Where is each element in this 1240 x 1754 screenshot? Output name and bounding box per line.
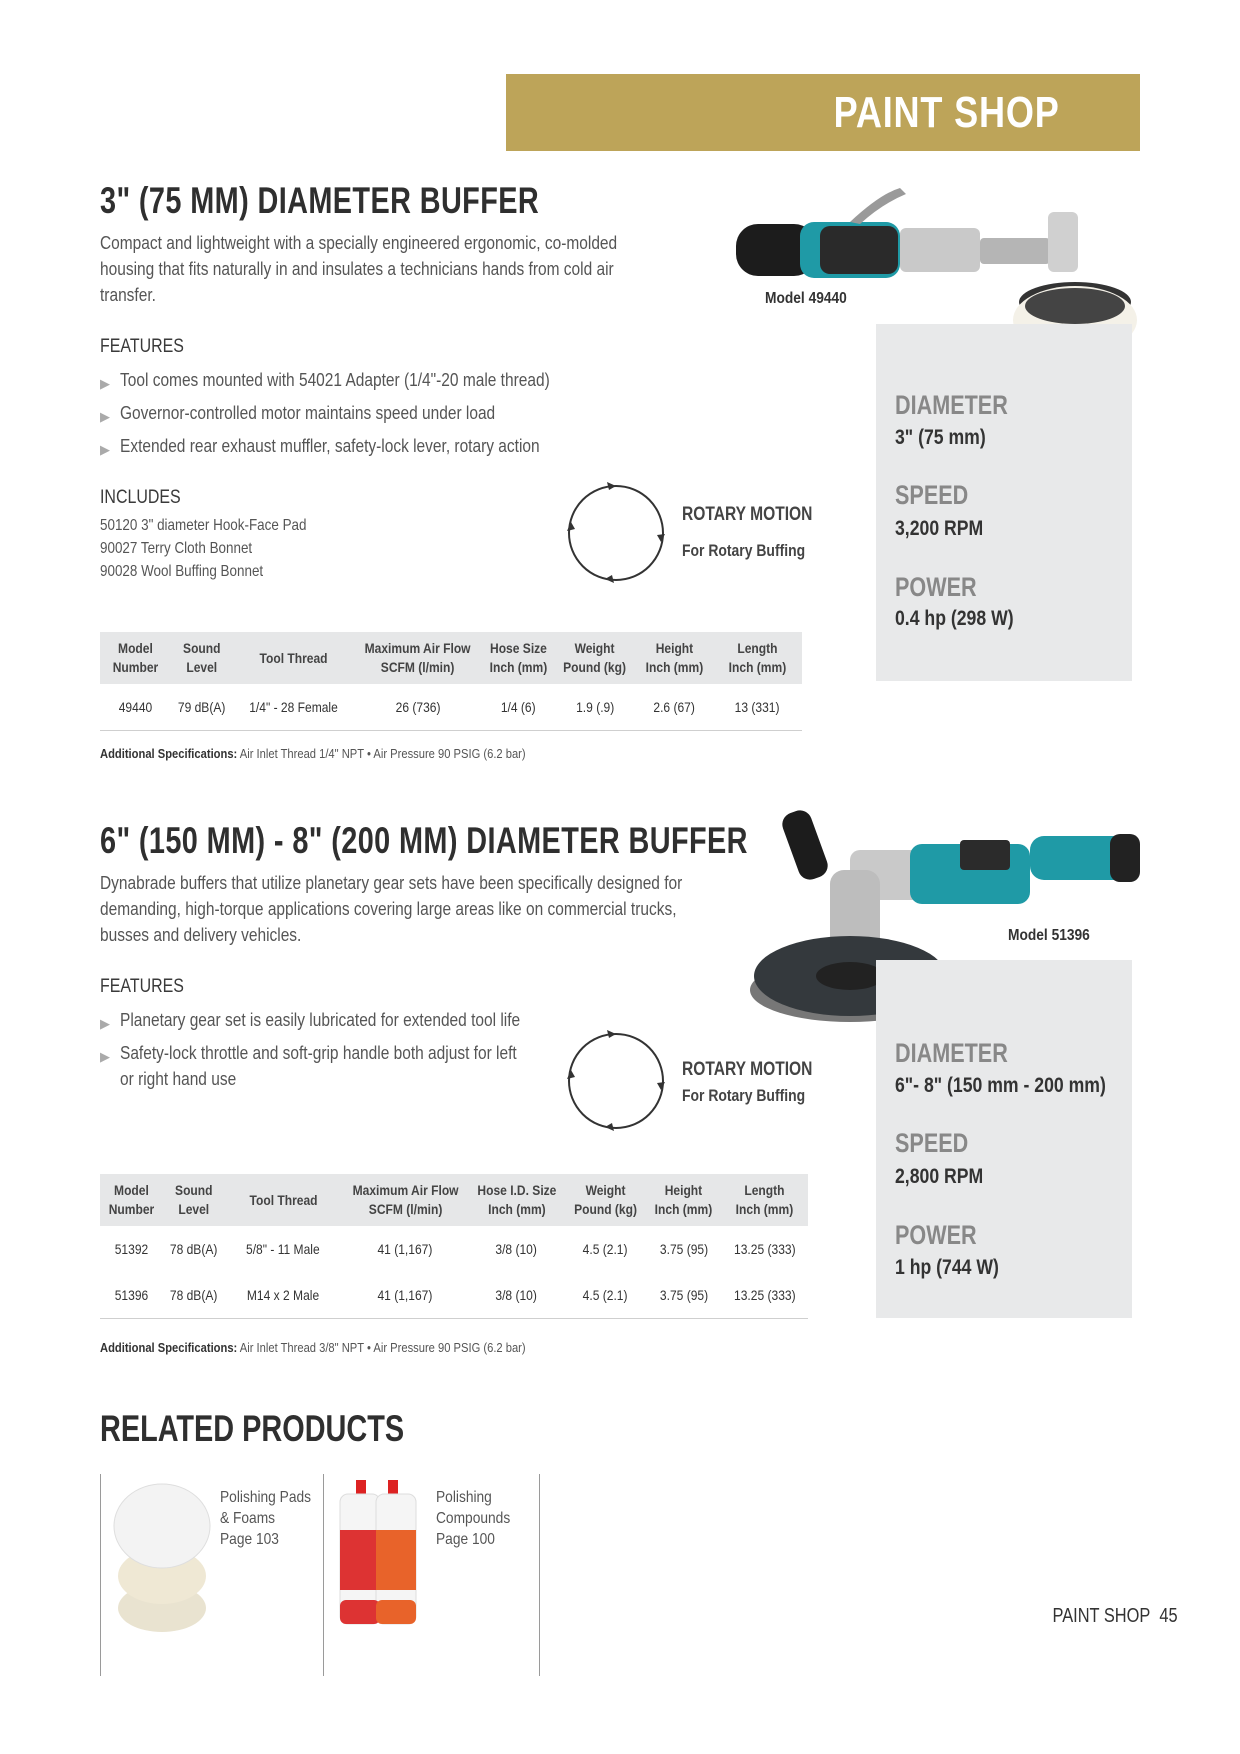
bullet-triangle-icon: ▶ [100,376,110,391]
feature-item: ▶ Governor-controlled motor maintains speed under load [100,400,680,426]
col-header: Model Number [100,1174,163,1226]
related-item-label: Polishing Pads [220,1489,312,1506]
col-header: Tool Thread [234,632,354,684]
table-row: 51392 78 dB(A) 5/8" - 11 Male 41 (1,167) 3/8 (10) 4.5 (2.1) 3.75 (95) 13.25 (333) [114,1241,796,1257]
col-header: Sound Level [170,632,234,684]
feature-item-continued: or right hand use [120,1069,237,1089]
spec-label-speed: SPEED [895,1128,969,1158]
product2-motion-title: ROTARY MOTION [682,1059,813,1080]
spec-value-power: 0.4 hp (298 W) [895,607,1014,630]
related-item-page: Page 103 [220,1531,279,1548]
polishing-pads-image [110,1480,215,1635]
spec-label-diameter: DIAMETER [895,1038,1008,1068]
related-item-compounds[interactable] [436,1487,510,1550]
product1-description [100,230,702,308]
table-row: 51396 78 dB(A) M14 x 2 Male 41 (1,167) 3/8 (10) 4.5 (2.1) 3.75 (95) 13.25 (333) [100,1272,808,1318]
product1-includes [100,514,306,583]
include-item: 90028 Wool Buffing Bonnet [100,563,264,580]
spec-label-power: POWER [895,1220,977,1250]
product2-features-heading: FEATURES [100,976,184,997]
desc-line: transfer. [100,285,156,305]
spec-value-speed: 3,200 RPM [895,517,984,540]
page-footer [1053,1605,1178,1628]
product1-features-heading: FEATURES [100,336,184,357]
page-number: 45 [1159,1605,1178,1627]
desc-line: Dynabrade buffers that utilize planetary gear sets have been specifically designed for [100,873,683,893]
col-header: Maximum Air Flow SCFM (l/min) [342,1174,469,1226]
col-header: Weight Pound (kg) [564,1174,645,1226]
include-item: 90027 Terry Cloth Bonnet [100,540,253,557]
col-header: Hose Size Inch (mm) [482,632,554,684]
footer-section: PAINT SHOP [1052,1605,1151,1627]
feature-item: ▶ Planetary gear set is easily lubricated for extended tool life [100,1007,680,1033]
col-header: Height Inch (mm) [636,632,712,684]
col-header: Maximum Air Flow SCFM (l/min) [354,632,482,684]
desc-line: Compact and lightweight with a specially engineered ergonomic, co-molded [100,233,618,253]
banner-title: PAINT SHOP [833,88,1060,137]
col-header: Tool Thread [225,1174,342,1226]
related-item-label: & Foams [220,1510,276,1527]
desc-line: demanding, high-torque applications covering large areas like on commercial trucks, [100,899,677,919]
feature-item: ▶ Extended rear exhaust muffler, safety-lock lever, rotary action [100,433,680,459]
col-header: Weight Pound (kg) [554,632,636,684]
col-header: Hose I.D. Size Inch (mm) [469,1174,565,1226]
product2-title: 6" (150 MM) - 8" (200 MM) DIAMETER BUFFER [100,820,748,861]
product2-spec-table [100,1174,808,1319]
product1-motion-title: ROTARY MOTION [682,504,813,525]
spec-label-power: POWER [895,572,977,602]
product2-motion-sub: For Rotary Buffing [682,1086,806,1105]
desc-line: housing that fits naturally in and insulates a technicians hands from cold air [100,259,614,279]
bullet-triangle-icon: ▶ [100,409,110,424]
bullet-triangle-icon: ▶ [100,442,110,457]
spec-value-diameter: 3" (75 mm) [895,426,986,449]
product2-additional-specs: Additional Specifications: Air Inlet Thread 3/8" NPT • Air Pressure 90 PSIG (6.2 bar) [100,1340,526,1355]
col-header: Model Number [100,632,170,684]
product1-spec-table [100,632,802,731]
divider [100,1474,101,1676]
product1-features [100,367,680,466]
polishing-compounds-image [336,1480,426,1630]
product1-includes-heading: INCLUDES [100,487,181,508]
section-banner [506,74,1140,151]
table-header-row [100,632,802,684]
spec-label-speed: SPEED [895,480,969,510]
bullet-triangle-icon: ▶ [100,1049,110,1064]
table-row: 49440 79 dB(A) 1/4" - 28 Female 26 (736) 1/4 (6) 1.9 (.9) 2.6 (67) 13 (331) [100,684,802,730]
feature-item: ▶ Tool comes mounted with 54021 Adapter (1/4"-20 male thread) [100,367,680,393]
related-item-label: Polishing [436,1489,492,1506]
spec-label-diameter: DIAMETER [895,390,1008,420]
desc-line: busses and delivery vehicles. [100,925,302,945]
related-item-page: Page 100 [436,1531,495,1548]
product1-model-caption: Model 49440 [765,290,847,307]
rotary-motion-icon [565,482,667,584]
product1-motion-sub: For Rotary Buffing [682,541,806,560]
related-item-label: Compounds [436,1510,511,1527]
col-header: Length Inch (mm) [721,1174,808,1226]
related-item-pads[interactable] [220,1487,311,1550]
spec-value-power: 1 hp (744 W) [895,1256,999,1279]
product2-description [100,870,736,948]
related-products-title: RELATED PRODUCTS [100,1408,405,1449]
col-header: Height Inch (mm) [646,1174,721,1226]
rotary-motion-icon [565,1030,667,1132]
product1-additional-specs: Additional Specifications: Air Inlet Thread 1/4" NPT • Air Pressure 90 PSIG (6.2 bar) [100,746,526,761]
divider [539,1474,540,1676]
spec-value-speed: 2,800 RPM [895,1165,984,1188]
divider [323,1474,324,1676]
col-header: Sound Level [163,1174,225,1226]
product2-model-caption: Model 51396 [1008,927,1090,944]
bullet-triangle-icon: ▶ [100,1016,110,1031]
include-item: 50120 3" diameter Hook-Face Pad [100,517,307,534]
col-header: Length Inch (mm) [712,632,802,684]
table-header-row [100,1174,808,1226]
feature-item: ▶ Safety-lock throttle and soft-grip handle both adjust for left [100,1040,680,1066]
spec-value-diameter: 6"- 8" (150 mm - 200 mm) [895,1074,1106,1097]
product1-title: 3" (75 MM) DIAMETER BUFFER [100,180,540,221]
